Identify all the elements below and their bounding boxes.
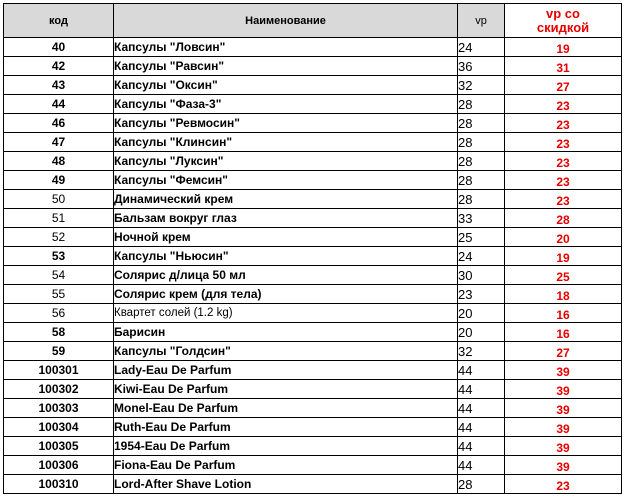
vp-cell: 28 <box>458 95 505 114</box>
discount-cell: 19 <box>505 38 622 57</box>
discount-cell: 39 <box>505 437 622 456</box>
discount-cell: 27 <box>505 76 622 95</box>
discount-cell: 39 <box>505 361 622 380</box>
header-code: код <box>4 4 114 38</box>
discount-cell: 39 <box>505 380 622 399</box>
name-cell: Бальзам вокруг глаз <box>114 209 458 228</box>
code-cell: 100301 <box>4 361 114 380</box>
vp-cell: 28 <box>458 475 505 494</box>
name-cell: Капсулы "Ньюсин" <box>114 247 458 266</box>
name-cell: Капсулы "Клинсин" <box>114 133 458 152</box>
discount-cell: 23 <box>505 475 622 494</box>
discount-cell: 16 <box>505 323 622 342</box>
vp-cell: 28 <box>458 114 505 133</box>
discount-cell: 28 <box>505 209 622 228</box>
code-cell: 53 <box>4 247 114 266</box>
header-name: Наименование <box>114 4 458 38</box>
code-cell: 42 <box>4 57 114 76</box>
vp-cell: 24 <box>458 38 505 57</box>
name-cell: Солярис крем (для тела) <box>114 285 458 304</box>
name-cell: Капсулы "Равсин" <box>114 57 458 76</box>
discount-cell: 39 <box>505 456 622 475</box>
discount-cell: 19 <box>505 247 622 266</box>
discount-cell: 39 <box>505 418 622 437</box>
discount-cell: 25 <box>505 266 622 285</box>
name-cell: Lord-After Shave Lotion <box>114 475 458 494</box>
table-row <box>4 114 622 133</box>
table-row <box>4 285 622 304</box>
name-cell: Капсулы "Фаза-3" <box>114 95 458 114</box>
code-cell: 50 <box>4 190 114 209</box>
code-cell: 100310 <box>4 475 114 494</box>
code-cell: 40 <box>4 38 114 57</box>
name-cell: Ruth-Eau De Parfum <box>114 418 458 437</box>
name-cell: Капсулы "Луксин" <box>114 152 458 171</box>
code-cell: 100303 <box>4 399 114 418</box>
table-row <box>4 342 622 361</box>
name-cell: Квартет солей (1.2 kg) <box>114 304 458 323</box>
table-row <box>4 380 622 399</box>
name-cell: Капсулы "Фемсин" <box>114 171 458 190</box>
vp-cell: 44 <box>458 437 505 456</box>
vp-cell: 44 <box>458 418 505 437</box>
vp-cell: 20 <box>458 304 505 323</box>
code-cell: 59 <box>4 342 114 361</box>
discount-cell: 23 <box>505 171 622 190</box>
vp-cell: 28 <box>458 190 505 209</box>
header-discount <box>505 4 622 38</box>
code-cell: 48 <box>4 152 114 171</box>
vp-cell: 30 <box>458 266 505 285</box>
name-cell: Капсулы "Оксин" <box>114 76 458 95</box>
table-body <box>4 38 622 494</box>
vp-cell: 44 <box>458 456 505 475</box>
discount-cell: 20 <box>505 228 622 247</box>
vp-cell: 44 <box>458 361 505 380</box>
discount-cell: 27 <box>505 342 622 361</box>
table-row <box>4 38 622 57</box>
discount-cell: 23 <box>505 114 622 133</box>
code-cell: 100304 <box>4 418 114 437</box>
table-row <box>4 152 622 171</box>
table-row <box>4 266 622 285</box>
table-row <box>4 209 622 228</box>
table-row <box>4 247 622 266</box>
vp-cell: 20 <box>458 323 505 342</box>
vp-cell: 28 <box>458 152 505 171</box>
vp-cell: 44 <box>458 380 505 399</box>
name-cell: Fiona-Eau De Parfum <box>114 456 458 475</box>
vp-cell: 44 <box>458 399 505 418</box>
vp-cell: 33 <box>458 209 505 228</box>
name-cell: Kiwi-Eau De Parfum <box>114 380 458 399</box>
code-cell: 44 <box>4 95 114 114</box>
table-row <box>4 456 622 475</box>
table-row <box>4 418 622 437</box>
table-row <box>4 133 622 152</box>
discount-cell: 23 <box>505 152 622 171</box>
table-row <box>4 475 622 494</box>
code-cell: 100302 <box>4 380 114 399</box>
vp-cell: 24 <box>458 247 505 266</box>
name-cell: Динамический крем <box>114 190 458 209</box>
table-row <box>4 228 622 247</box>
name-cell: Барисин <box>114 323 458 342</box>
name-cell: Капсулы "Ревмосин" <box>114 114 458 133</box>
vp-cell: 28 <box>458 133 505 152</box>
table-row <box>4 76 622 95</box>
vp-cell: 23 <box>458 285 505 304</box>
vp-cell: 32 <box>458 342 505 361</box>
header-vp: vp <box>458 4 505 38</box>
discount-cell: 16 <box>505 304 622 323</box>
code-cell: 100305 <box>4 437 114 456</box>
table-row <box>4 323 622 342</box>
header-discount-line1: vp со <box>546 5 580 21</box>
table-row <box>4 95 622 114</box>
vp-cell: 32 <box>458 76 505 95</box>
code-cell: 54 <box>4 266 114 285</box>
vp-cell: 28 <box>458 171 505 190</box>
code-cell: 47 <box>4 133 114 152</box>
vp-cell: 36 <box>458 57 505 76</box>
name-cell: Солярис д/лица 50 мл <box>114 266 458 285</box>
table-row <box>4 190 622 209</box>
name-cell: Капсулы "Голдсин" <box>114 342 458 361</box>
name-cell: Lady-Eau De Parfum <box>114 361 458 380</box>
code-cell: 52 <box>4 228 114 247</box>
price-table <box>3 3 622 494</box>
code-cell: 46 <box>4 114 114 133</box>
header-discount-line2: скидкой <box>536 19 590 35</box>
code-cell: 51 <box>4 209 114 228</box>
table-row <box>4 399 622 418</box>
name-cell: 1954-Eau De Parfum <box>114 437 458 456</box>
table-row <box>4 437 622 456</box>
table-row <box>4 171 622 190</box>
code-cell: 58 <box>4 323 114 342</box>
discount-cell: 23 <box>505 95 622 114</box>
code-cell: 100306 <box>4 456 114 475</box>
name-cell: Капсулы "Ловсин" <box>114 38 458 57</box>
discount-cell: 39 <box>505 399 622 418</box>
name-cell: Monel-Eau De Parfum <box>114 399 458 418</box>
code-cell: 43 <box>4 76 114 95</box>
table-row <box>4 361 622 380</box>
vp-cell: 25 <box>458 228 505 247</box>
discount-cell: 31 <box>505 57 622 76</box>
table-row <box>4 304 622 323</box>
discount-cell: 18 <box>505 285 622 304</box>
header-row <box>4 4 622 38</box>
code-cell: 55 <box>4 285 114 304</box>
discount-cell: 23 <box>505 190 622 209</box>
code-cell: 49 <box>4 171 114 190</box>
code-cell: 56 <box>4 304 114 323</box>
name-cell: Ночной крем <box>114 228 458 247</box>
table-row <box>4 57 622 76</box>
discount-cell: 23 <box>505 133 622 152</box>
